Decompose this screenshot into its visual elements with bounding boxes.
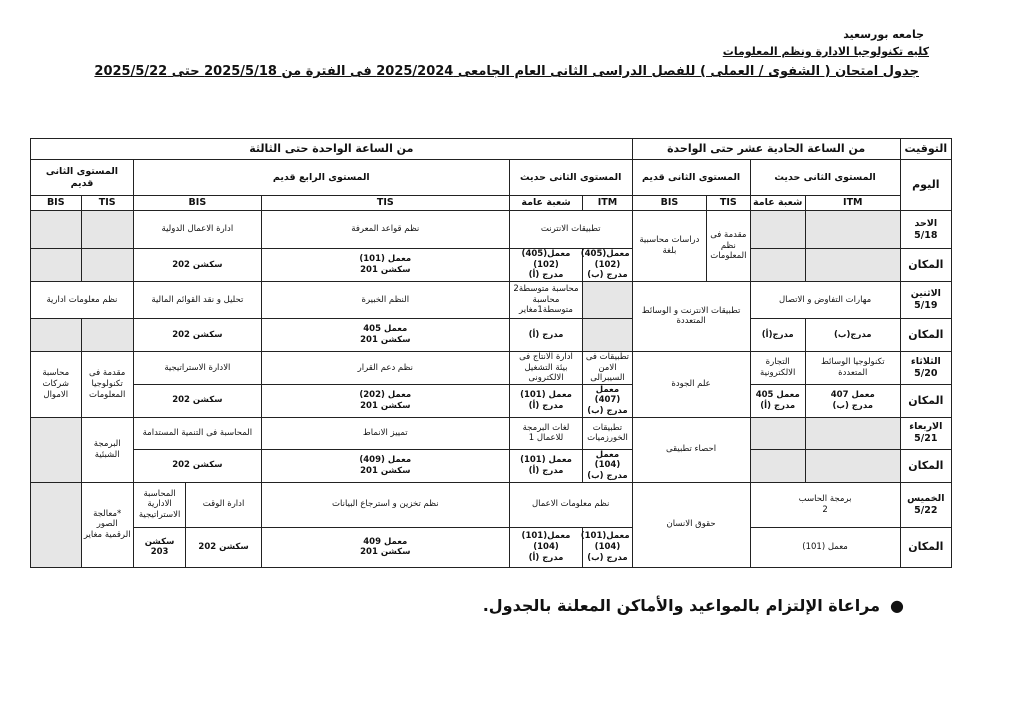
course-cell: نظم معلومات ادارية	[31, 281, 134, 318]
level-header: المستوى الثانى قديم	[31, 160, 134, 196]
course-cell: مهارات التفاوض و الاتصال	[750, 281, 900, 318]
course-cell: حقوق الانسان	[632, 482, 750, 567]
course-cell: مقدمة فى نظم المعلومات	[707, 211, 750, 282]
place-text: معمل (101)	[520, 390, 572, 401]
day-cell	[900, 281, 951, 318]
division-header: ITM	[805, 196, 900, 211]
course-cell: نظم معلومات الاعمال	[509, 482, 632, 527]
day-name: الخميس	[907, 492, 945, 504]
place-text: معمل 405	[755, 390, 800, 401]
place-text: مدرج (أ)	[528, 270, 564, 281]
day-cell	[900, 482, 951, 527]
place-cell	[583, 384, 632, 417]
place-cell	[261, 527, 509, 567]
course-cell: دراسات محاسبية بلغة	[632, 211, 707, 282]
time-header: التوقيت	[900, 139, 951, 160]
course-cell: نظم دعم القرار	[261, 351, 509, 384]
place-cell	[580, 249, 632, 282]
course-cell: البرمجة الشبئية	[81, 417, 133, 482]
empty-cell	[750, 449, 805, 482]
place-label: المكان	[900, 527, 951, 567]
place-text: سكشن 201	[360, 334, 411, 345]
place-text: معمل (101)	[359, 254, 412, 265]
course-cell	[750, 482, 900, 527]
division-header: TIS	[81, 196, 133, 211]
place-text: سكشن 201	[360, 547, 411, 558]
course-cell: لغات البرمجة للاعمال 1	[509, 417, 583, 449]
course-cell: النظم الخبيرة	[261, 281, 509, 318]
course-cell: احصاء تطبيقى	[632, 417, 750, 482]
empty-cell	[583, 281, 632, 318]
place-cell: سكشن 202	[133, 449, 261, 482]
course-cell: تطبيقات الانترنت و الوسائط المتعددة	[632, 281, 750, 351]
course-text: محاسبة متوسطة1مغاير	[519, 294, 573, 316]
empty-cell	[750, 211, 805, 249]
day-date: 5/19	[914, 299, 938, 311]
course-cell: تمييز الانماط	[261, 417, 509, 449]
course-cell: تكنولوجيا الوسائط المتعددة	[805, 351, 900, 384]
place-text: مدرج (أ)	[528, 465, 564, 476]
empty-cell	[805, 449, 900, 482]
place-cell: سكشن 202	[133, 249, 261, 282]
period2-header: من الساعة الواحدة حتى الثالثة	[31, 139, 633, 160]
place-text: معمل(101)(104)	[580, 531, 630, 552]
exam-schedule-table	[30, 138, 952, 568]
empty-cell	[805, 211, 900, 249]
place-label: المكان	[900, 384, 951, 417]
place-cell	[583, 449, 632, 482]
day-name: الاثنين	[910, 288, 941, 299]
course-text: برمجة الحاسب	[798, 494, 852, 505]
division-header: BIS	[133, 196, 261, 211]
place-cell: سكشن 203	[133, 527, 185, 567]
day-name: الثلاثاء	[910, 355, 941, 367]
empty-cell	[81, 318, 133, 351]
place-text: مدرج (ب)	[587, 471, 628, 482]
course-cell: مقدمة فى تكنولوجيا المعلومات	[81, 351, 133, 417]
university-name: جامعه بورسعيد	[843, 28, 924, 41]
level-header: المستوى الثانى حديث	[750, 160, 900, 196]
empty-cell	[805, 417, 900, 449]
place-text: مدرج (ب)	[587, 552, 628, 563]
course-cell	[509, 281, 583, 318]
place-cell	[261, 449, 509, 482]
place-cell: معمل (101)	[750, 527, 900, 567]
course-cell: محاسبة شركات الاموال	[31, 351, 82, 417]
course-cell: *معالجة الصور الرقمية مغاير	[81, 482, 133, 567]
place-label: المكان	[900, 249, 951, 282]
course-cell: علم الجودة	[632, 351, 750, 417]
course-cell: الادارة الاستراتيجية	[133, 351, 261, 384]
faculty-name: كليه تكنولوجيا الادارة ونظم المعلومات	[722, 45, 929, 58]
course-cell: تطبيقات الانترنت	[509, 211, 632, 249]
place-cell	[509, 384, 583, 417]
place-text: معمل (202)	[359, 390, 412, 401]
course-cell: تحليل و نقد القوائم المالية	[133, 281, 261, 318]
place-text: مدرج (ب)	[832, 400, 873, 411]
course-cell: التجارة الالكترونية	[750, 351, 805, 384]
place-cell	[580, 527, 632, 567]
place-text: مدرج (أ)	[528, 400, 564, 411]
division-header: شعبة عامة	[509, 196, 583, 211]
place-cell: سكشن 202	[133, 318, 261, 351]
place-text: سكشن 201	[360, 400, 411, 411]
place-text: معمل 409	[363, 536, 408, 547]
place-text: معمل (104)	[594, 449, 621, 471]
place-cell	[509, 249, 583, 282]
bullet-icon: ●	[890, 596, 904, 615]
place-cell	[509, 449, 583, 482]
empty-cell	[81, 249, 133, 282]
empty-cell	[805, 249, 900, 282]
empty-cell	[31, 211, 82, 249]
place-cell	[261, 384, 509, 417]
schedule-title: جدول امتحان ( الشفوى / العملى ) للفصل الدراسى الثانى العام الجامعى 2025/2024 فى الفترة من 2025/5/18 حتى 2025/5/22	[94, 64, 919, 79]
empty-cell	[81, 211, 133, 249]
division-header: شعبة عامة	[750, 196, 805, 211]
division-header: ITM	[583, 196, 632, 211]
day-date: 5/22	[914, 504, 938, 516]
place-text: معمل(405)(102)	[521, 249, 571, 270]
day-header: اليوم	[900, 160, 951, 211]
place-label: المكان	[900, 318, 951, 351]
day-date: 5/21	[914, 433, 938, 445]
course-cell: ادارة الوقت	[186, 482, 262, 527]
period1-header: من الساعة الحادية عشر حتى الواحدة	[632, 139, 900, 160]
place-cell: مدرج (أ)	[509, 318, 583, 351]
empty-cell	[31, 318, 82, 351]
note-text: مراعاة الإلتزام بالمواعيد والأماكن المعلنة بالجدول.	[482, 596, 881, 615]
place-text: سكشن 201	[360, 264, 411, 275]
place-text: معمل 407	[830, 390, 875, 401]
level-header: المستوى الرابع قديم	[133, 160, 509, 196]
course-cell: تطبيقات فى الامن السيبرالى	[583, 351, 632, 384]
division-header: TIS	[707, 196, 750, 211]
place-cell: سكشن 202	[186, 527, 262, 567]
place-text: مدرج (ب)	[587, 406, 628, 417]
empty-cell	[583, 318, 632, 351]
place-label: المكان	[900, 449, 951, 482]
empty-cell	[750, 249, 805, 282]
day-date: 5/20	[914, 367, 938, 379]
course-cell: نظم قواعد المعرفة	[261, 211, 509, 249]
course-cell: ادارة الاعمال الدولية	[133, 211, 261, 249]
course-text: 2	[822, 504, 828, 515]
empty-cell	[31, 249, 82, 282]
place-text: معمل (101)	[520, 455, 572, 466]
place-text: مدرج (أ)	[760, 400, 796, 411]
instruction-note	[483, 596, 904, 615]
place-cell	[805, 384, 900, 417]
course-cell: تطبيقات الخورزميات	[583, 417, 632, 449]
place-text: مدرج (أ)	[528, 552, 564, 563]
place-text: معمل 405	[363, 324, 408, 335]
day-name: الاربعاء	[909, 421, 943, 433]
place-cell: مدرج(ب)	[805, 318, 900, 351]
place-text: معمل(405)(102)	[580, 249, 630, 270]
place-cell	[261, 318, 509, 351]
place-cell	[509, 527, 583, 567]
place-cell	[750, 384, 805, 417]
division-header: BIS	[31, 196, 82, 211]
place-text: معمل (407)	[594, 384, 621, 406]
place-text: مدرج (ب)	[587, 270, 628, 281]
place-cell	[261, 249, 509, 282]
course-cell: المحاسبة الادارية الاستراتيجية	[133, 482, 185, 527]
course-text: محاسبة متوسطة2	[513, 283, 579, 294]
place-text: سكشن 201	[360, 465, 411, 476]
course-cell: نظم تخزين و استرجاع البيانات	[261, 482, 509, 527]
empty-cell	[31, 482, 82, 567]
place-cell: سكشن 202	[133, 384, 261, 417]
place-cell: مدرج(أ)	[750, 318, 805, 351]
day-name: الاحد	[914, 217, 938, 229]
place-text: معمل (409)	[359, 455, 412, 466]
day-cell	[900, 417, 951, 449]
place-text: معمل(101)(104)	[521, 531, 571, 552]
level-header: المستوى الثانى قديم	[632, 160, 750, 196]
day-cell	[900, 351, 951, 384]
empty-cell	[31, 417, 82, 482]
course-cell: ادارة الانتاج فى بيئة التشغيل الالكترونى	[509, 351, 583, 384]
division-header: BIS	[632, 196, 707, 211]
empty-cell	[750, 417, 805, 449]
day-cell	[900, 211, 951, 249]
division-header: TIS	[261, 196, 509, 211]
level-header: المستوى الثانى حديث	[509, 160, 632, 196]
course-cell: المحاسبة فى التنمية المستدامة	[133, 417, 261, 449]
day-date: 5/18	[914, 229, 938, 241]
